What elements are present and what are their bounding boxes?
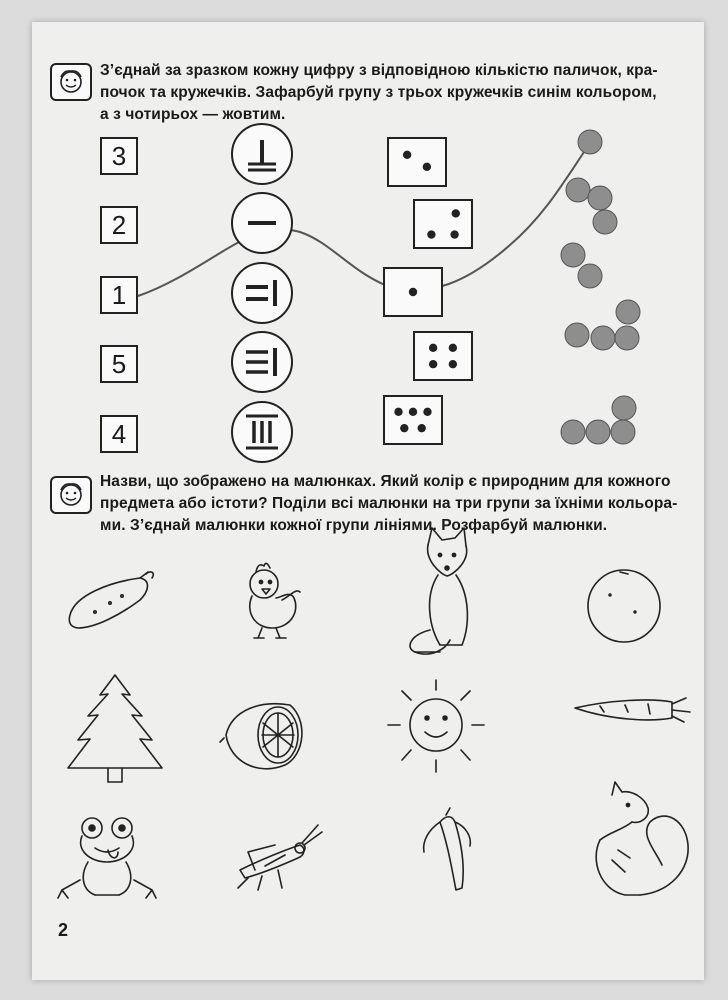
number-box-1[interactable]: 3: [100, 137, 138, 175]
task2-line-1: Назви, що зображено на малюнках. Який колір є природним для кожного: [100, 473, 671, 490]
fir-tree-picture[interactable]: [68, 675, 162, 782]
squirrel-picture[interactable]: [596, 782, 688, 895]
banana-picture[interactable]: [424, 808, 471, 890]
carrot-picture[interactable]: [575, 698, 690, 722]
task2-line-3: ми. З’єднай малюнки кожної групи лініями. Розфарбуй малюнки.: [100, 517, 608, 534]
frog-picture[interactable]: [58, 818, 156, 898]
cucumber-picture[interactable]: [69, 572, 153, 628]
task1-line-1: З’єднай за зразком кожну цифру з відповідною кількістю паличок, кра-: [100, 62, 658, 79]
sun-picture[interactable]: [388, 680, 484, 772]
number-box-4[interactable]: 5: [100, 345, 138, 383]
page-number: 2: [58, 920, 69, 940]
number-box-5[interactable]: 4: [100, 415, 138, 453]
fox-picture[interactable]: [410, 528, 467, 654]
orange-picture[interactable]: [588, 570, 660, 642]
task1-line-3: а з чотирьох — жовтим.: [100, 106, 286, 123]
number-box-2[interactable]: 2: [100, 206, 138, 244]
task2-line-2: предмета або істоти? Поділи всі малюнки на три групи за їхніми кольора-: [100, 495, 678, 512]
task1-line-2: почок та кружечків. Зафарбуй групу з трьох кружечків синім кольором,: [100, 84, 657, 101]
lemon-picture[interactable]: [220, 704, 302, 769]
number-box-3[interactable]: 1: [100, 276, 138, 314]
chick-picture[interactable]: [250, 563, 300, 638]
grasshopper-picture[interactable]: [238, 825, 322, 890]
